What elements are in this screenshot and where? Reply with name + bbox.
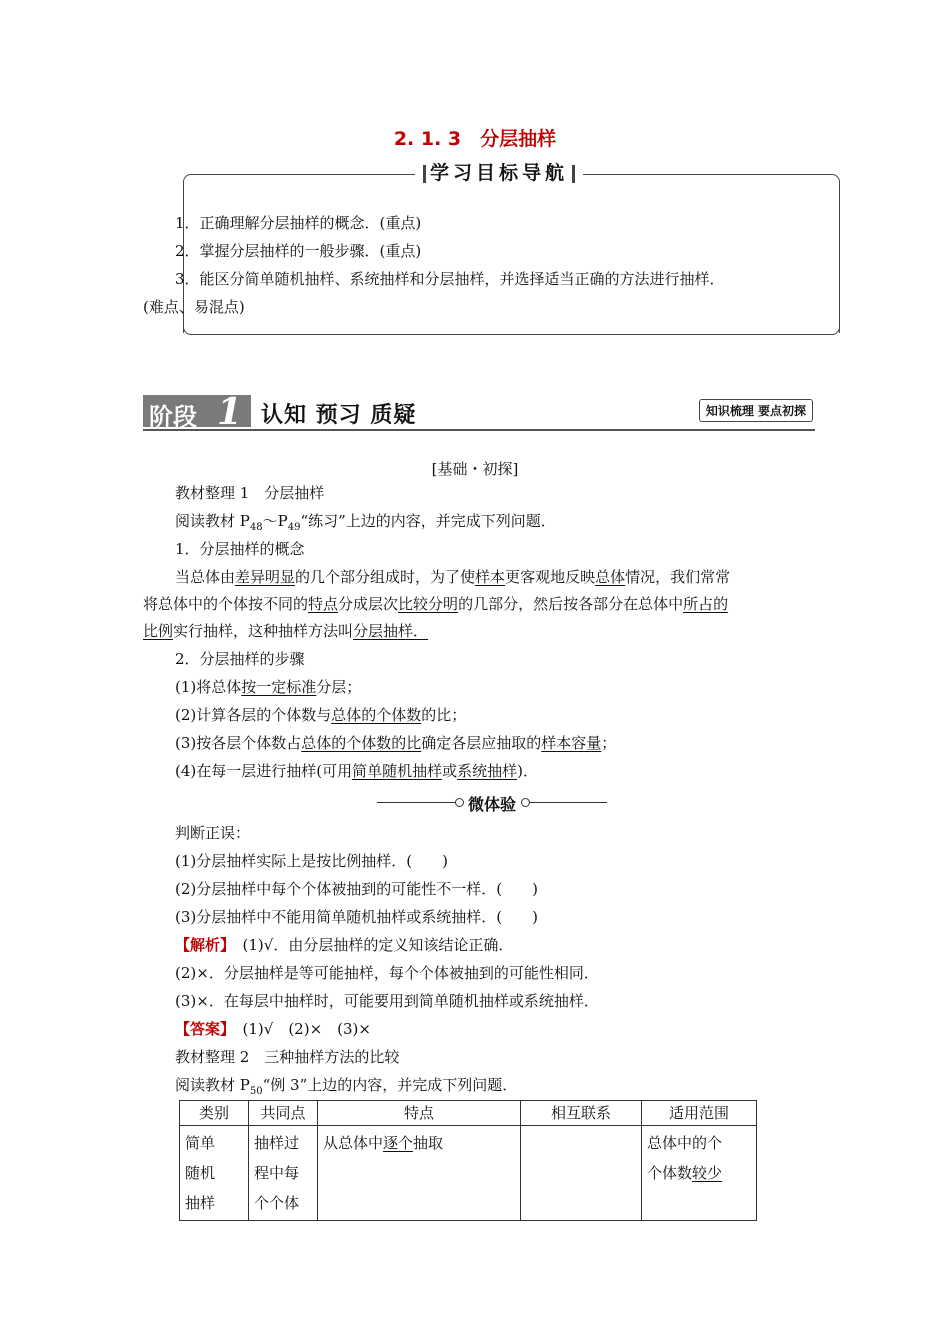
- answer-blank: 特点: [308, 595, 339, 613]
- stage-number: 1: [217, 391, 243, 433]
- micro-experience-divider: [377, 792, 607, 812]
- text: 抽样过: [254, 1134, 300, 1152]
- quiz-item-2: (2)分层抽样中每个个体被抽到的可能性不一样．( ): [175, 880, 538, 898]
- table-row: [180, 1126, 757, 1221]
- answer-blank: 总体: [595, 568, 626, 586]
- cell-scope: [642, 1126, 757, 1221]
- text: 从总体中: [323, 1134, 384, 1152]
- text: 分层；: [316, 678, 362, 696]
- goals-label: [415, 158, 583, 185]
- answer-tag: 【答案】: [175, 1020, 228, 1038]
- text: 的比；: [421, 706, 467, 724]
- step-3: [175, 733, 616, 753]
- answer-blank: 所占的: [683, 595, 729, 613]
- text: (1)将总体: [175, 678, 242, 696]
- header-common: 共同点: [249, 1101, 318, 1126]
- quiz-item-3: (3)分层抽样中不能用简单随机抽样或系统抽样．( ): [175, 908, 538, 926]
- header-scope: 适用范围: [642, 1101, 757, 1126]
- answer-blank: 逐个: [383, 1134, 414, 1152]
- concept-line-3: [143, 621, 428, 641]
- text: 阅读教材 P: [175, 1076, 250, 1094]
- header-category: 类别: [180, 1101, 249, 1126]
- goal-item-3-cont: (难点、易混点): [143, 298, 245, 316]
- analysis-line-1: [175, 935, 513, 955]
- answer-blank: 比例: [143, 622, 174, 640]
- goal-item-3: 3．能区分简单随机抽样、系统抽样和分层抽样，并选择适当正确的方法进行抽样．: [175, 270, 725, 288]
- analysis-line-2: (2)×．分层抽样是等可能抽样，每个个体被抽到的可能性相同．: [175, 964, 599, 982]
- stage-title: 认知 预习 质疑: [261, 403, 417, 428]
- part1-reading: [175, 511, 556, 538]
- concept-line-1: [175, 567, 730, 587]
- micro-label: 微体验: [467, 795, 516, 814]
- text: 阅读教材 P: [175, 512, 250, 530]
- text: “例 3”上边的内容，并完成下列问题．: [262, 1076, 518, 1094]
- part2-reading: [175, 1075, 517, 1102]
- text: 随机: [185, 1164, 216, 1182]
- subscript: 50: [249, 1086, 263, 1097]
- circle-icon: [455, 798, 464, 807]
- text: 当总体由: [175, 568, 236, 586]
- step-2: [175, 705, 466, 725]
- text: 或: [442, 762, 458, 780]
- text: (3)按各层个体数占: [175, 734, 302, 752]
- bar-icon: [423, 165, 426, 183]
- step-4: [175, 761, 538, 781]
- answer-blank: 分层抽样．: [353, 622, 429, 640]
- text: 简单: [185, 1134, 216, 1152]
- answer-blank: 样本: [475, 568, 506, 586]
- text: ；: [601, 734, 617, 752]
- text: (1)√．由分层抽样的定义知该结论正确．: [227, 936, 514, 954]
- analysis-line-3: (3)×．在每层中抽样时，可能要用到简单随机抽样或系统抽样．: [175, 992, 599, 1010]
- text: )．: [517, 762, 539, 780]
- text: 抽取: [413, 1134, 444, 1152]
- text: 情况，我们常常: [625, 568, 731, 586]
- stage-banner: [143, 391, 815, 433]
- part2-heading: 教材整理 2 三种抽样方法的比较: [175, 1048, 400, 1066]
- text: 个体数: [647, 1164, 693, 1182]
- circle-icon: [521, 798, 530, 807]
- text: 总体中的个: [647, 1134, 723, 1152]
- stage-word: 阶段: [149, 403, 197, 431]
- text: (2)计算各层的个体数与: [175, 706, 332, 724]
- quiz-intro: 判断正误：: [175, 824, 251, 842]
- text: 确定各层应抽取的: [421, 734, 542, 752]
- quiz-item-1: (1)分层抽样实际上是按比例抽样．( ): [175, 852, 448, 870]
- text: 程中每: [254, 1164, 300, 1182]
- header-relation: 相互联系: [521, 1101, 642, 1126]
- part1-heading: 教材整理 1 分层抽样: [175, 484, 325, 502]
- text: 分成层次: [338, 595, 399, 613]
- goals-label-text: 学习目标导航: [430, 162, 569, 184]
- stage-tag: 知识梳理 要点初探: [699, 399, 813, 422]
- analysis-tag: 【解析】: [175, 936, 228, 954]
- text: 的几个部分组成时，为了使: [295, 568, 476, 586]
- subscript: 48: [249, 522, 263, 533]
- cell-relation: [521, 1126, 642, 1221]
- section-tag: [基础・初探]: [431, 460, 519, 478]
- cell-common: [249, 1126, 318, 1221]
- answer-blank: 系统抽样: [457, 762, 518, 780]
- answer-blank: 总体的个体数的比: [301, 734, 422, 752]
- text: 将总体中的个体按不同的: [143, 595, 309, 613]
- answer-line: [175, 1019, 371, 1039]
- header-feature: 特点: [318, 1101, 521, 1126]
- cell-feature: [318, 1126, 521, 1221]
- page-title: 2. 1. 3 分层抽样: [393, 128, 557, 150]
- text: 个个体: [254, 1194, 300, 1212]
- answer-blank: 简单随机抽样: [352, 762, 443, 780]
- answer-blank: 总体的个体数: [331, 706, 422, 724]
- scope-line-2: [647, 1158, 751, 1188]
- answer-blank: 样本容量: [541, 734, 602, 752]
- answer-blank: 较少: [692, 1164, 723, 1182]
- goal-item-1: 1．正确理解分层抽样的概念．(重点): [175, 214, 422, 232]
- answer-blank: 差异明显: [235, 568, 296, 586]
- cell-category: [180, 1126, 249, 1221]
- steps-heading: 2．分层抽样的步骤: [175, 650, 305, 668]
- concept-heading: 1．分层抽样的概念: [175, 540, 305, 558]
- text: “练习”上边的内容，并完成下列问题．: [300, 512, 556, 530]
- subscript: 49: [287, 522, 301, 533]
- answer-blank: 比较分明: [398, 595, 459, 613]
- answer-blank: 按一定标准: [241, 678, 317, 696]
- text: 抽样: [185, 1194, 216, 1212]
- text: (1)√ (2)× (3)×: [227, 1020, 371, 1038]
- text: 的几部分，然后按各部分在总体中: [458, 595, 684, 613]
- table-header-row: [180, 1101, 757, 1126]
- bar-icon: [572, 165, 575, 183]
- concept-line-2: [143, 594, 728, 614]
- text: ～P: [262, 512, 288, 530]
- goal-item-2: 2．掌握分层抽样的一般步骤．(重点): [175, 242, 422, 260]
- text: 更客观地反映: [505, 568, 596, 586]
- stage-badge: [143, 391, 251, 433]
- comparison-table: [179, 1100, 757, 1221]
- text: (4)在每一层进行抽样(可用: [175, 762, 353, 780]
- text: 实行抽样，这种抽样方法叫: [173, 622, 354, 640]
- goals-frame-bottom: [183, 324, 840, 335]
- step-1: [175, 677, 361, 697]
